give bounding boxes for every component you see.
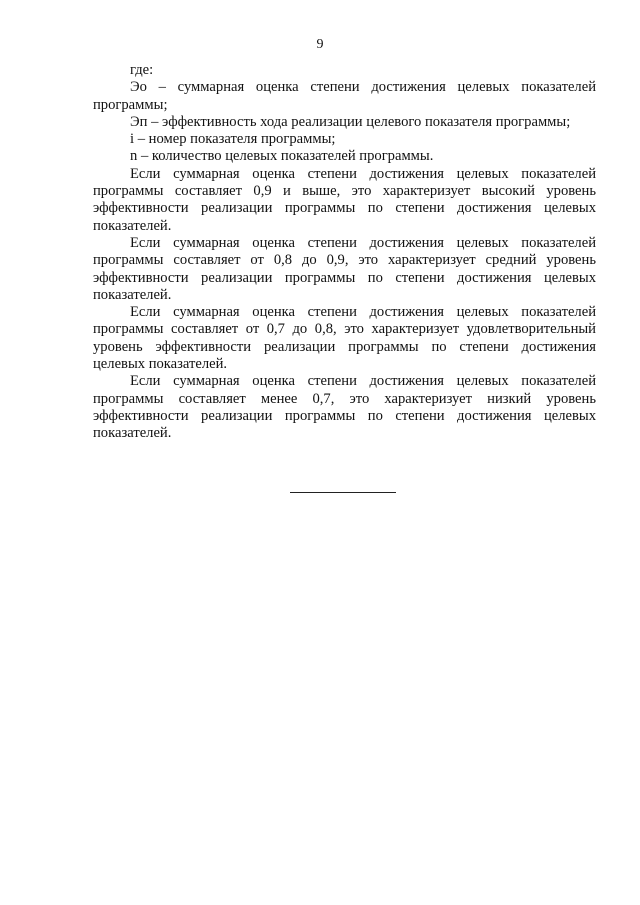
- definition-i: i – номер показателя программы;: [130, 131, 336, 148]
- page-number: 9: [316, 37, 324, 52]
- definition-ep: Эп – эффективность хода реализации целевого показателя программы;: [130, 113, 571, 130]
- definition-eo: Эо – суммарная оценка степени достижения целевых показателей программы;: [93, 79, 596, 113]
- paragraph-high-level: Если суммарная оценка степени достижения целевых показателей программы составляет 0,9 и выше, это характеризует высокий уровень эффективности реализации программы по степени достижения целевых показателей.: [93, 165, 596, 234]
- end-of-document-line: [290, 492, 396, 493]
- paragraph-satisfactory-level: Если суммарная оценка степени достижения целевых показателей программы составляет от 0,7 до 0,8, это характеризует удовлетворительный уровень эффективности реализации программы по степени достижения целевых показателей.: [93, 304, 596, 373]
- document-body: [93, 62, 596, 443]
- definition-n: n – количество целевых показателей программы.: [130, 148, 434, 165]
- paragraph-low-level: Если суммарная оценка степени достижения целевых показателей программы составляет менее 0,7, это характеризует низкий уровень эффективности реализации программы по степени достижения целевых показателей.: [93, 373, 596, 442]
- where-label: где:: [130, 62, 154, 78]
- paragraph-medium-level: Если суммарная оценка степени достижения целевых показателей программы составляет от 0,8 до 0,9, это характеризует средний уровень эффективности реализации программы по степени достижения целевых показателей.: [93, 234, 596, 303]
